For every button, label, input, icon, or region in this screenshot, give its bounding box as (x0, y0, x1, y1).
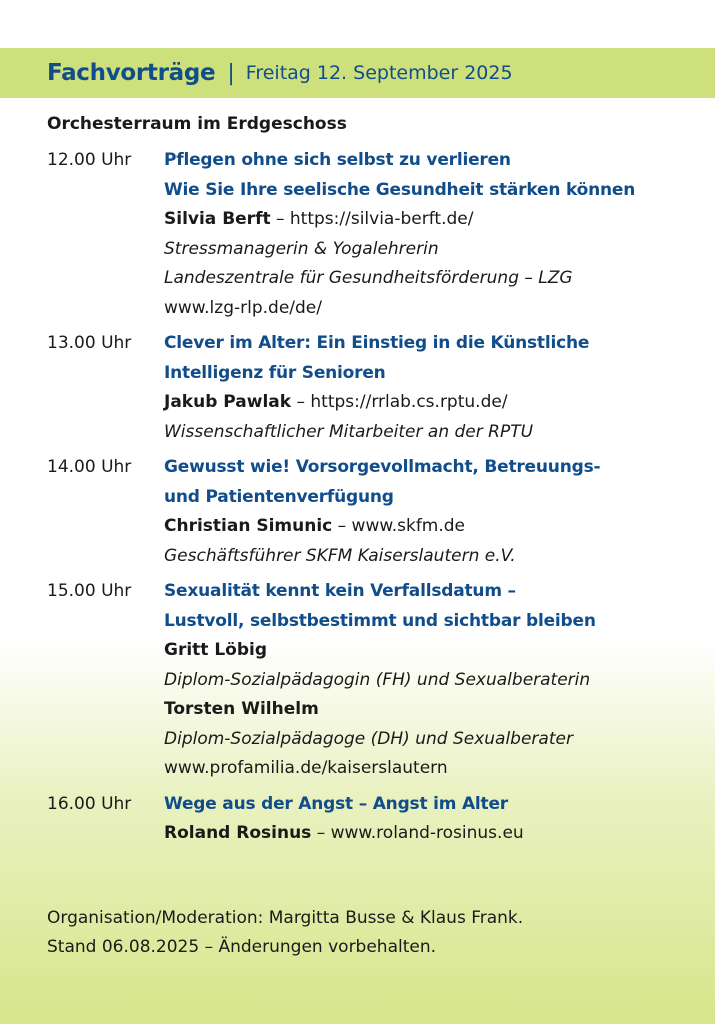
speaker-role: Diplom-Sozialpädagoge (DH) und Sexualberater (164, 728, 573, 749)
speaker-line (164, 205, 687, 235)
speaker-line (164, 636, 687, 666)
talk-time: 12.00 Uhr (47, 150, 132, 170)
talk-details (164, 453, 687, 571)
website-line: www.lzg-rlp.de/de/ (164, 297, 322, 318)
speaker-website: – www.roland-rosinus.eu (311, 823, 524, 843)
talk-title-line: Lustvoll, selbstbestimmt und sichtbar bleiben (164, 610, 596, 631)
speaker-role: Landeszentrale für Gesundheitsförderung – LZG (164, 268, 573, 288)
talk-schedule (47, 146, 687, 855)
speaker-website: – https://rrlab.cs.rptu.de/ (291, 392, 508, 412)
speaker-role: Wissenschaftlicher Mitarbeiter an der RPTU (164, 421, 534, 442)
footer-organisation: Organisation/Moderation: Margitta Busse & Klaus Frank. (47, 908, 524, 928)
speaker-name: Jakub Pawlak (164, 392, 292, 412)
schedule-entry (47, 146, 687, 323)
schedule-entry (47, 790, 687, 849)
talk-details (164, 146, 687, 323)
speaker-name: Torsten Wilhelm (164, 699, 319, 719)
talk-title-line: Wege aus der Angst – Angst im Alter (164, 793, 508, 814)
footer-status: Stand 06.08.2025 – Änderungen vorbehalten. (47, 937, 437, 957)
website-line: www.profamilia.de/kaiserslautern (164, 758, 448, 778)
talk-time: 15.00 Uhr (47, 581, 132, 601)
talk-title-line: Intelligenz für Senioren (164, 362, 386, 383)
event-date: Freitag 12. September 2025 (245, 62, 513, 84)
talk-title-line: Gewusst wie! Vorsorgevollmacht, Betreuungs- (164, 457, 601, 477)
speaker-line (164, 695, 687, 725)
title-separator: | (227, 60, 235, 86)
footer (47, 904, 523, 962)
talk-title-line: und Patientenverfügung (164, 486, 394, 507)
talk-details (164, 790, 687, 849)
speaker-name: Roland Rosinus (164, 823, 312, 843)
speaker-line (164, 819, 687, 849)
schedule-entry (47, 329, 687, 447)
talk-time: 13.00 Uhr (47, 333, 132, 353)
talk-time: 16.00 Uhr (47, 793, 132, 814)
speaker-website: – https://silvia-berft.de/ (270, 209, 474, 229)
talk-title-line: Clever im Alter: Ein Einstieg in die Künstliche (164, 333, 590, 353)
talk-details (164, 329, 687, 447)
talk-title-line: Wie Sie Ihre seelische Gesundheit stärken können (164, 179, 636, 200)
speaker-role: Diplom-Sozialpädagogin (FH) und Sexualberaterin (164, 669, 591, 690)
talk-title-line: Pflegen ohne sich selbst zu verlieren (164, 150, 511, 170)
section-title: Fachvorträge (47, 60, 216, 86)
venue-heading: Orchesterraum im Erdgeschoss (47, 114, 347, 134)
talk-details (164, 577, 687, 784)
talk-time: 14.00 Uhr (47, 457, 132, 477)
speaker-line (164, 388, 687, 418)
schedule-entry (47, 577, 687, 784)
speaker-name: Gritt Löbig (164, 640, 268, 660)
speaker-role: Stressmanagerin & Yogalehrerin (164, 238, 439, 259)
speaker-name: Silvia Berft (164, 209, 271, 229)
speaker-website: – www.skfm.de (332, 516, 466, 536)
talk-title-line: Sexualität kennt kein Verfallsdatum – (164, 581, 516, 601)
speaker-name: Christian Simunic (164, 516, 333, 536)
speaker-role: Geschäftsführer SKFM Kaiserslautern e.V. (164, 545, 516, 566)
header-bar (0, 48, 715, 98)
speaker-line (164, 512, 687, 542)
schedule-entry (47, 453, 687, 571)
